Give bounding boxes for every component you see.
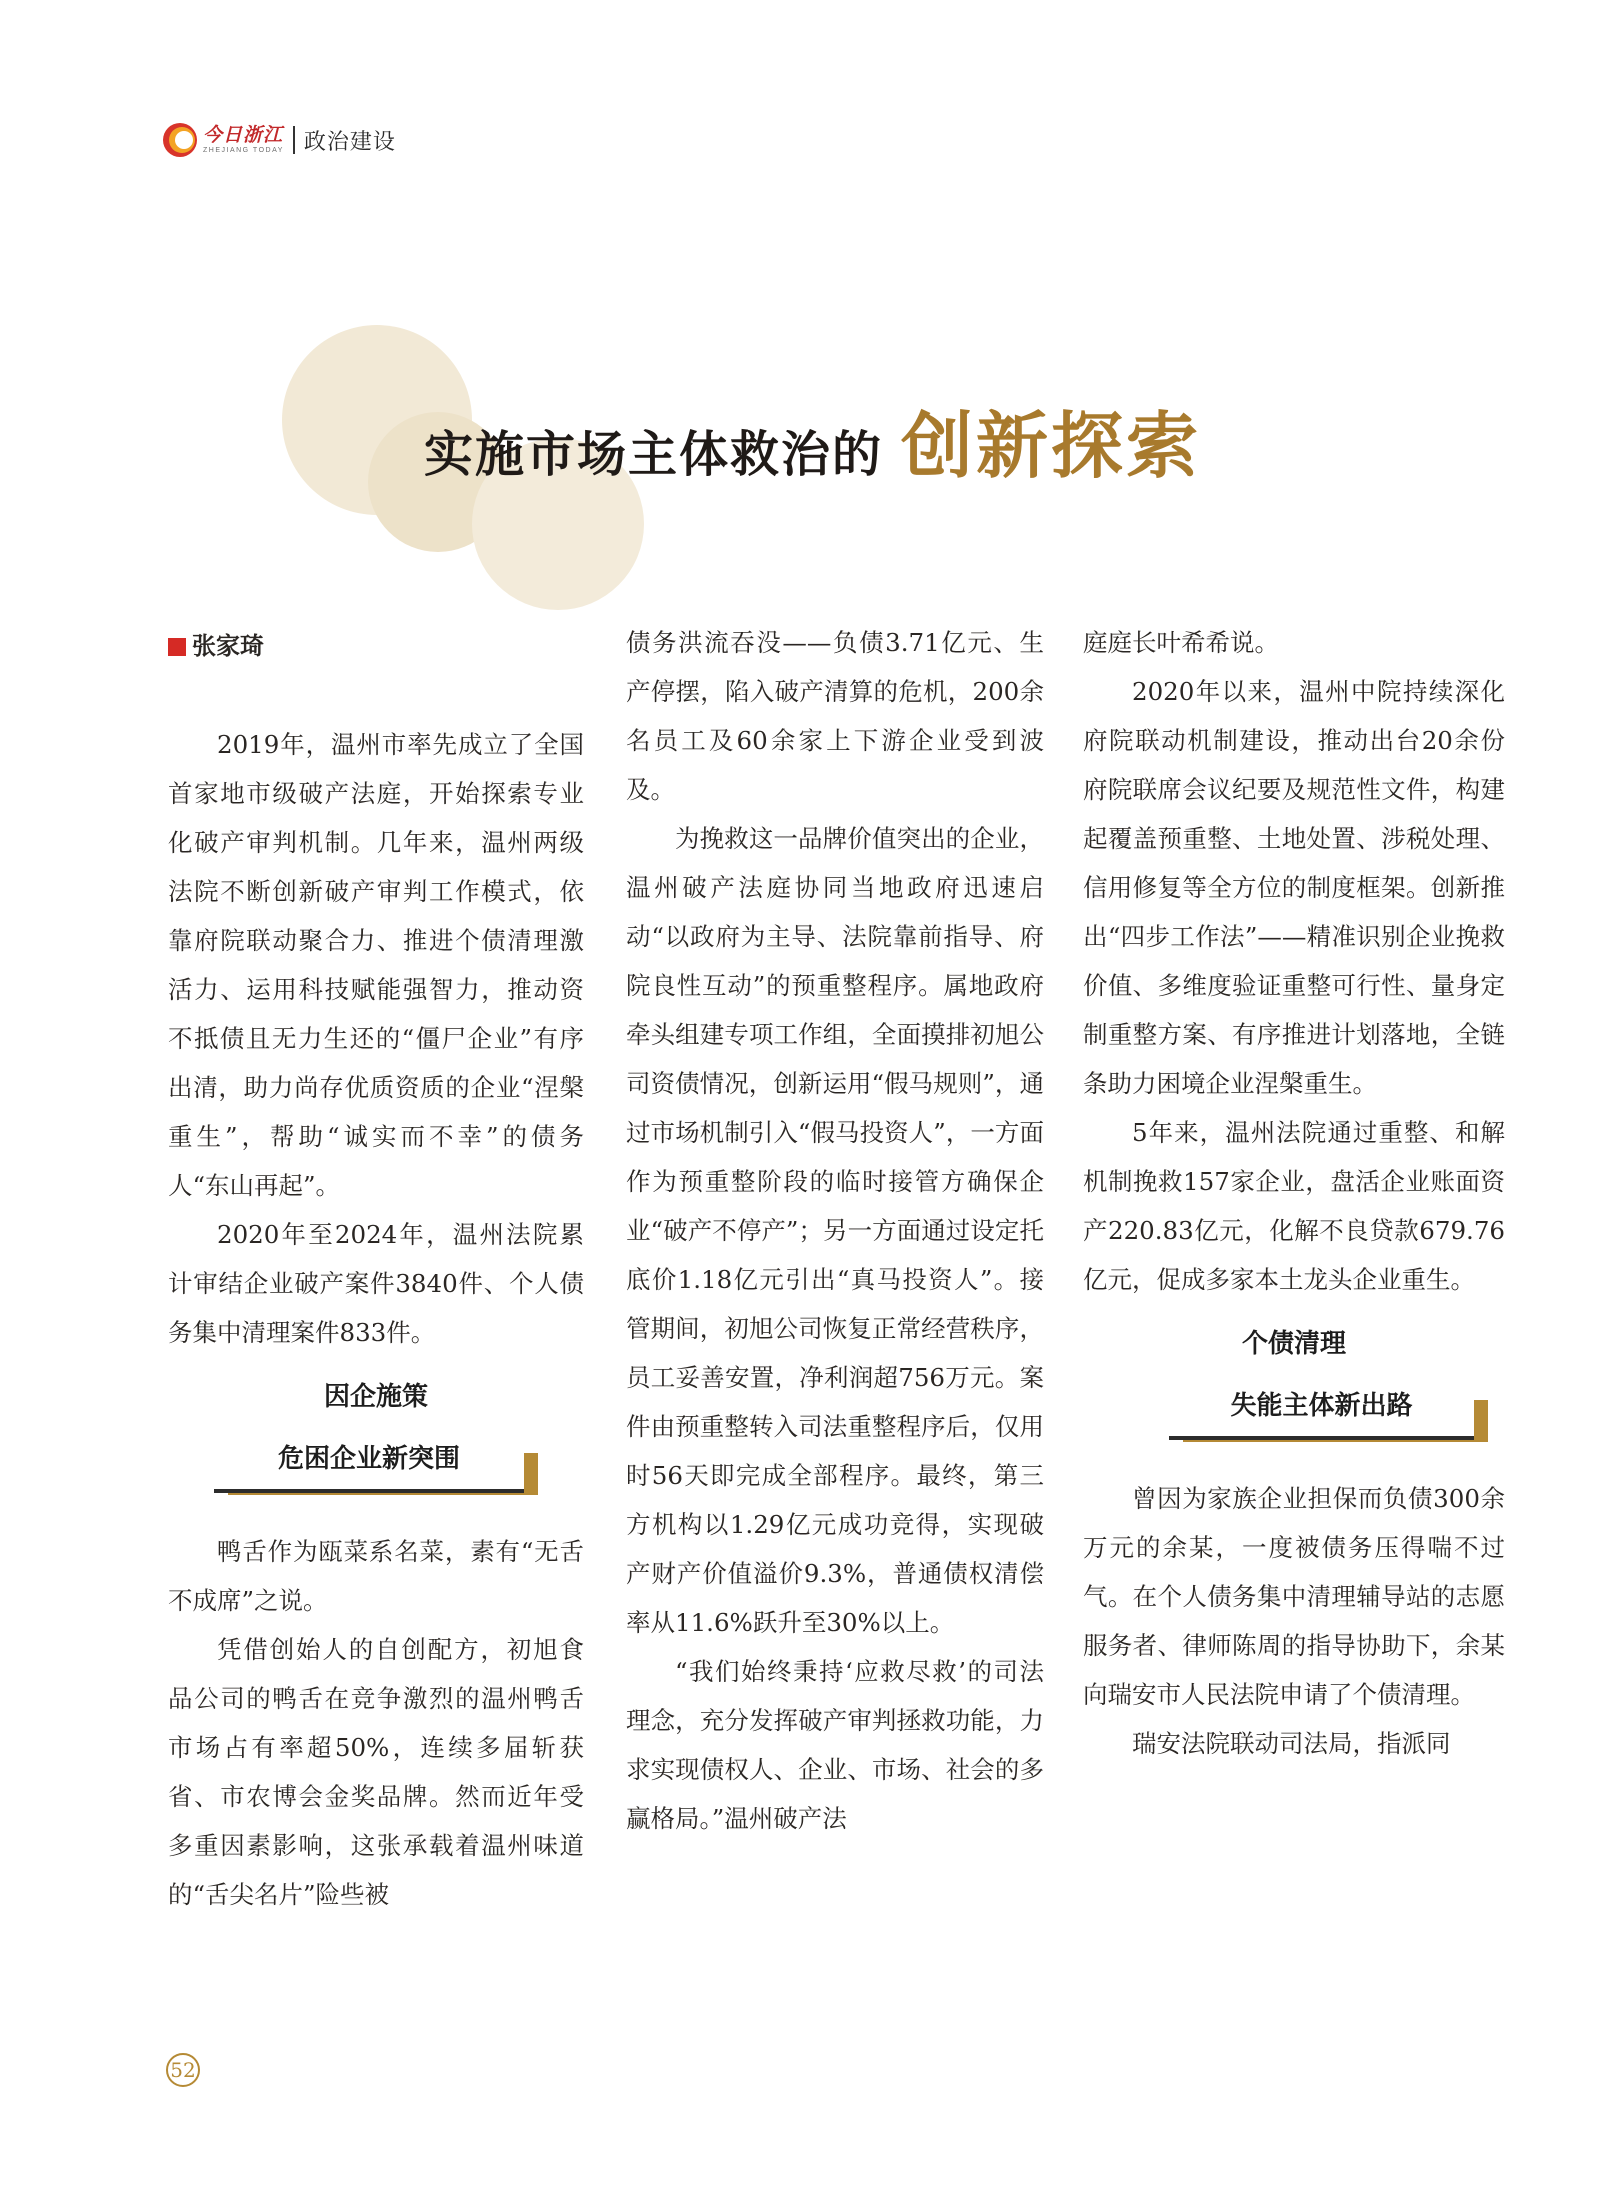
logo-text: 今日浙江 — [203, 124, 284, 146]
column-1 — [168, 622, 584, 1919]
paragraph: 5年来，温州法院通过重整、和解机制挽救157家企业，盘活企业账面资产220.83亿元，化解不良贷款679.76亿元，促成多家本土龙头企业重生。 — [1083, 1118, 1505, 1294]
magazine-logo — [163, 123, 284, 157]
subheading-title: 危困企业新突围 — [214, 1429, 524, 1493]
subheading-kicker: 个债清理 — [1241, 1329, 1346, 1359]
author-name: 张家琦 — [192, 632, 264, 660]
subheading-kicker: 因企施策 — [323, 1382, 428, 1412]
paragraph: 庭庭长叶希希说。 — [1083, 628, 1279, 657]
paragraph: 2019年，温州市率先成立了全国首家地市级破产法庭，开始探索专业化破产审判机制。几年来，温州两级法院不断创新破产审判工作模式，依靠府院联动聚合力、推进个债清理激活力、运用科技赋能强智力，推动资不抵债且无力生还的“僵尸企业”有序出清，助力尚存优质资质的企业“涅槃重生”，帮助“诚实而不幸”的债务人“东山再起”。 — [168, 730, 584, 1200]
paragraph: “我们始终秉持‘应救尽救’的司法理念，充分发挥破产审判拯救功能，力求实现债权人、企业、市场、社会的多赢格局。”温州破产法 — [626, 1657, 1044, 1833]
page-number: 52 — [166, 2053, 200, 2087]
paragraph: 2020年至2024年，温州法院累计审结企业破产案件3840件、个人债务集中清理案件833件。 — [168, 1220, 584, 1347]
logo-subtext: ZHEJIANG TODAY — [203, 147, 284, 154]
sun-logo-icon — [163, 123, 197, 157]
paragraph: 2020年以来，温州中院持续深化府院联动机制建设，推动出台20余份府院联席会议纪要及规范性文件，构建起覆盖预重整、土地处置、涉税处理、信用修复等全方位的制度框架。创新推出“四步工作法”——精准识别企业挽救价值、多维度验证重整可行性、量身定制重整方案、有序推进计划落地，全链条助力困境企业涅槃重生。 — [1083, 677, 1505, 1098]
column-2 — [626, 618, 1044, 1843]
title-accent: 创新探索 — [901, 404, 1202, 488]
paragraph: 鸭舌作为瓯菜系名菜，素有“无舌不成席”之说。 — [168, 1537, 584, 1615]
author-byline — [168, 622, 584, 671]
subheading-1 — [168, 1375, 584, 1521]
paragraph: 瑞安法院联动司法局，指派同 — [1132, 1729, 1451, 1758]
paragraph: 为挽救这一品牌价值突出的企业，温州破产法庭协同当地政府迅速启动“以政府为主导、法院靠前指导、府院良性互动”的预重整程序。属地政府牵头组建专项工作组，全面摸排初旭公司资债情况，创新运用“假马规则”，通过市场机制引入“假马投资人”，一方面作为预重整阶段的临时接管方确保企业“破产不停产”；另一方面通过设定托底价1.18亿元引出“真马投资人”。接管期间，初旭公司恢复正常经营秩序，员工妥善安置，净利润超756万元。案件由预重整转入司法重整程序后，仅用时56天即完成全部程序。最终，第三方机构以1.29亿元成功竞得，实现破产财产价值溢价9.3%，普通债权清偿率从11.6%跃升至30%以上。 — [626, 824, 1044, 1637]
header-divider — [293, 126, 295, 154]
paragraph: 曾因为家族企业担保而负债300余万元的余某，一度被债务压得喘不过气。在个人债务集中清理辅导站的志愿服务者、律师陈周的指导协助下，余某向瑞安市人民法院申请了个债清理。 — [1083, 1484, 1505, 1709]
section-label: 政治建设 — [303, 129, 396, 155]
subheading-title: 失能主体新出路 — [1169, 1376, 1474, 1440]
paragraph: 债务洪流吞没——负债3.71亿元、生产停摆，陷入破产清算的危机，200余名员工及60余家上下游企业受到波及。 — [626, 628, 1044, 804]
paragraph: 凭借创始人的自创配方，初旭食品公司的鸭舌在竞争激烈的温州鸭舌市场占有率超50%，连续多届斩获省、市农博会金奖品牌。然而近年受多重因素影响，这张承载着温州味道的“舌尖名片”险些被 — [168, 1635, 584, 1909]
article-title — [424, 388, 1201, 492]
title-main: 实施市场主体救治的 — [424, 425, 884, 483]
red-square-icon — [168, 638, 186, 656]
column-3 — [1083, 618, 1505, 1768]
page-header — [163, 118, 396, 162]
subheading-2 — [1083, 1322, 1505, 1468]
